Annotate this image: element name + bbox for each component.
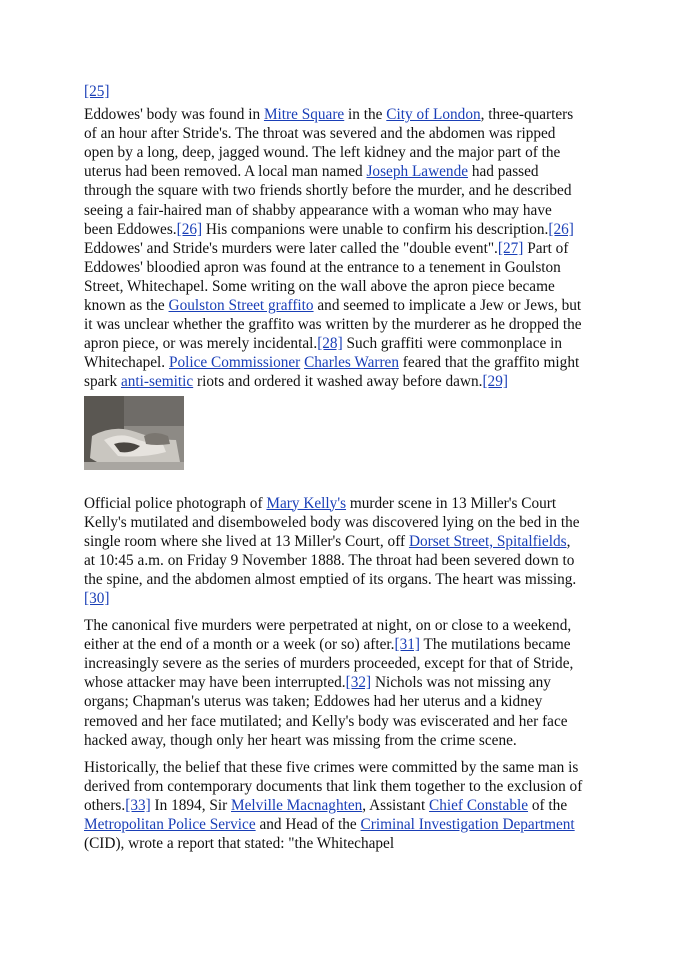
- text-run: and Head of the: [255, 816, 361, 833]
- inline-link[interactable]: Goulston Street graffito: [168, 297, 314, 315]
- inline-link[interactable]: [31]: [394, 636, 420, 654]
- inline-link[interactable]: [33]: [125, 796, 151, 814]
- article-body: [84, 82, 584, 853]
- inline-link[interactable]: [28]: [317, 335, 343, 353]
- inline-link[interactable]: Dorset Street, Spitalfields: [408, 532, 567, 550]
- crime-scene-photo[interactable]: [84, 396, 184, 470]
- text-run: Eddowes' and Stride's murders were later called the "double event".: [84, 239, 498, 257]
- paragraph-eddowes: [84, 105, 584, 391]
- text-run: murder scene in 13 Miller's Court Kelly's mutilated and disemboweled body was discovered lying on the bed in the single room where she lived at 13 Miller's Court, off: [84, 494, 580, 550]
- text-run: and seemed to implicate a Jew or Jews, but it was unclear whether the graffito was written by the murderer as he dropped the apron piece, or was merely incidental.: [84, 297, 582, 353]
- inline-link[interactable]: Metropolitan Police Service: [84, 816, 256, 833]
- text-run: of the: [528, 796, 568, 814]
- paragraph-historically: [84, 758, 584, 853]
- reference-link-25[interactable]: [25]: [84, 83, 110, 100]
- text-run: Historically, the belief that these five crimes were committed by the same man is derived from contemporary documents that link them together to the exclusion of others.: [84, 758, 583, 814]
- inline-link[interactable]: Melville Macnaghten: [231, 796, 363, 814]
- inline-link[interactable]: Chief Constable: [429, 796, 529, 814]
- paragraph-canonical-five: [84, 616, 584, 750]
- text-run: , at 10:45 a.m. on Friday 9 November 1888. The throat had been severed down to the spine, and the abdomen almost emptied of its organs. The heart was missing.: [84, 532, 577, 588]
- text-run: Such graffiti were commonplace in Whitechapel.: [84, 335, 563, 372]
- inline-link[interactable]: Mary Kelly's: [266, 494, 347, 512]
- inline-link[interactable]: [32]: [345, 674, 372, 692]
- inline-link[interactable]: [26]: [548, 220, 574, 238]
- inline-link[interactable]: Charles Warren: [304, 354, 399, 372]
- text-run: Official police photograph of: [84, 494, 267, 512]
- paragraph-photo-caption: [84, 494, 584, 609]
- text-run: in the: [344, 106, 387, 124]
- inline-link[interactable]: Criminal Investigation Department: [360, 816, 575, 833]
- text-run: Eddowes' body was found in: [84, 106, 264, 124]
- text-run: , three-quarters of an hour after Stride's. The throat was severed and the abdomen was ripped open by a long, deep, jagged wound. The left kidney and the major part of the uterus had been removed. A local man named: [84, 106, 574, 181]
- text-run: In 1894, Sir: [150, 796, 232, 814]
- text-run: His companions were unable to confirm his description.: [202, 220, 549, 238]
- inline-link[interactable]: [26]: [176, 220, 203, 238]
- inline-link[interactable]: City of London: [386, 106, 481, 124]
- text-run: had passed through the square with two friends shortly before the murder, and he described seeing a fair-haired man of shabby appearance with a woman who may have been Eddowes.: [84, 163, 572, 238]
- inline-link[interactable]: Police Commissioner: [168, 354, 301, 372]
- inline-link[interactable]: anti-semitic: [120, 373, 194, 391]
- text-run: Nichols was not missing any organs; Chapman's uterus was taken; Eddowes had her uterus and a kidney removed and her face mutilated; and Kelly's body was eviscerated and her face hacked away, though only her heart was missing from the crime scene.: [84, 674, 568, 749]
- inline-link[interactable]: [30]: [84, 589, 110, 607]
- inline-link[interactable]: Joseph Lawende: [366, 163, 469, 181]
- text-run: Part of Eddowes' bloodied apron was found at the entrance to a tenement in Goulston Street, Whitechapel. Some writing on the wall above the apron piece became known as the: [84, 239, 569, 315]
- inline-link[interactable]: [29]: [482, 373, 508, 391]
- text-run: riots and ordered it washed away before dawn.: [193, 373, 483, 391]
- text-run: The mutilations became increasingly severe as the series of murders proceeded, except for that of Stride, whose attacker may have been interrupted.: [84, 636, 574, 692]
- text-run: (CID), wrote a report that stated: "the Whitechapel: [84, 835, 395, 853]
- inline-link[interactable]: [27]: [497, 239, 524, 257]
- text-run: , Assistant: [362, 796, 430, 814]
- inline-link[interactable]: Mitre Square: [263, 106, 345, 124]
- text-run: The canonical five murders were perpetrated at night, on or close to a weekend, either at the end of a month or a week (or so) after.: [84, 617, 572, 654]
- text-run: feared that the graffito might spark: [84, 354, 580, 391]
